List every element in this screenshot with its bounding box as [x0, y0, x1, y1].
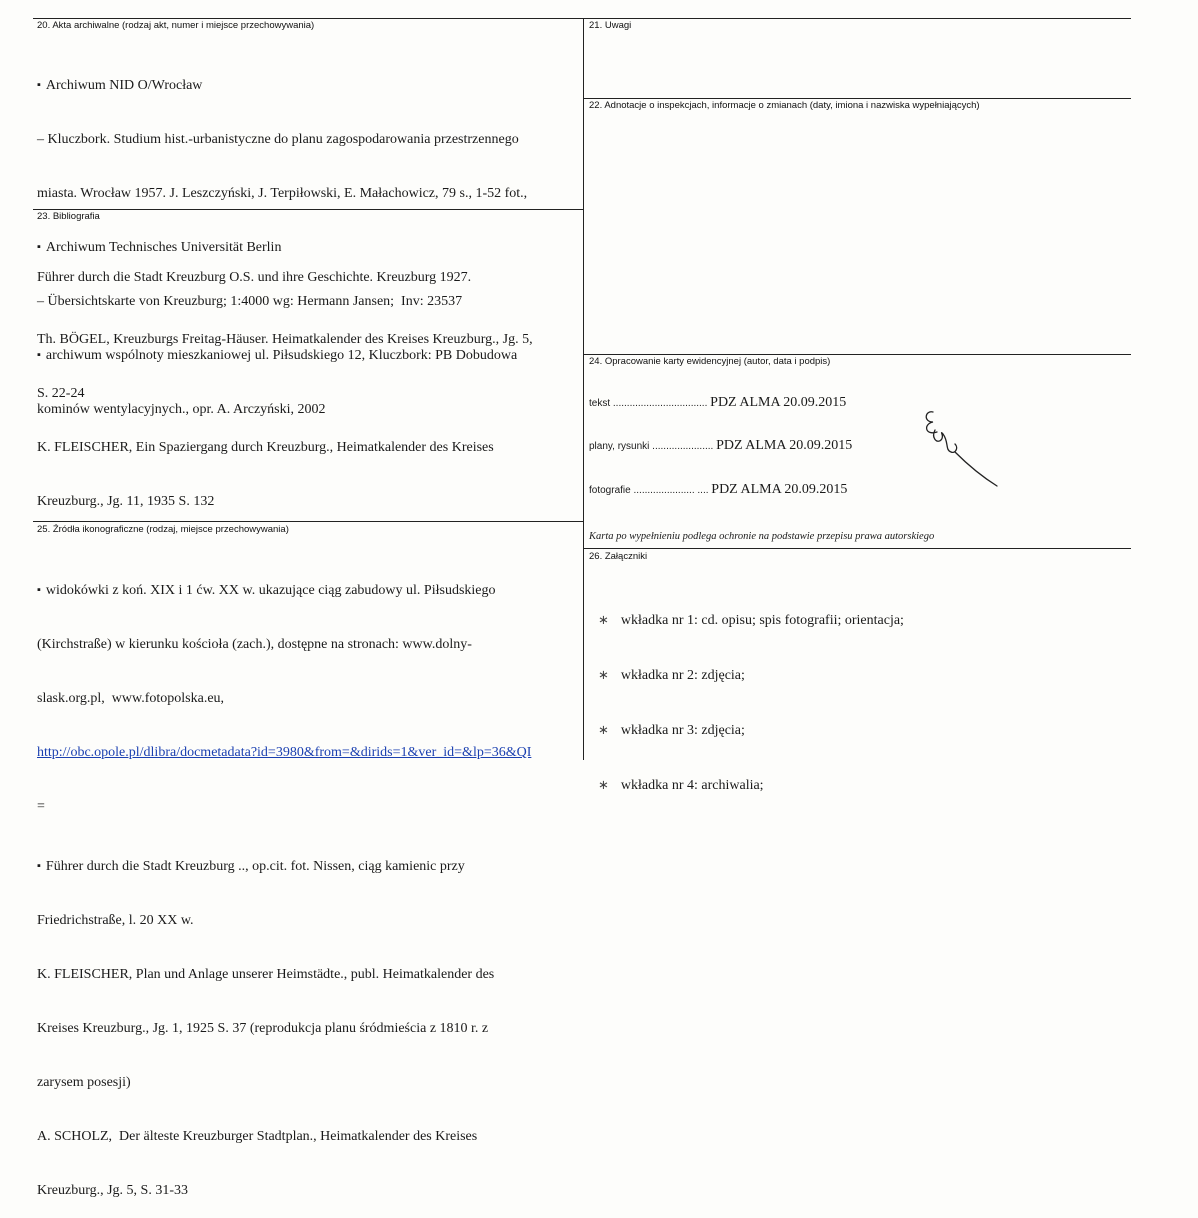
section-23-body: [37, 233, 533, 529]
center-divider: [583, 18, 584, 760]
attachments-list: [598, 575, 904, 813]
iconography-line: K. FLEISCHER, Plan und Anlage unserer Heimstädte., publ. Heimatkalender des: [37, 967, 495, 982]
bibliography-entry: K. FLEISCHER, Ein Spaziergang durch Kreuzburg., Heimatkalender des Kreises: [37, 440, 494, 455]
iconography-line: Friedrichstraße, l. 20 XX w.: [37, 913, 194, 928]
iconography-line: ▪ Führer durch die Stadt Kreuzburg .., op.cit. fot. Nissen, ciąg kamienic przy: [37, 858, 531, 876]
section-21-header: 21. Uwagi: [589, 20, 632, 31]
signoff-value: PDZ ALMA 20.09.2015: [716, 438, 853, 453]
signoff-row-text: [589, 395, 846, 411]
signoff-label: tekst: [589, 398, 611, 409]
section-25-header: 25. Źródła ikonograficzne (rodzaj, miejsce przechowywania): [37, 524, 289, 535]
iconography-line: Kreuzburg., Jg. 5, S. 31-33: [37, 1183, 189, 1198]
signoff-value: PDZ ALMA 20.09.2015: [711, 482, 848, 497]
signoff-label: fotografie: [589, 485, 631, 496]
bibliography-entry: Kreuzburg., Jg. 11, 1935 S. 132: [37, 494, 215, 509]
right-divider-24: [584, 354, 1131, 355]
bibliography-entry: Führer durch die Stadt Kreuzburg O.S. und ihre Geschichte. Kreuzburg 1927.: [37, 270, 472, 285]
archive-line: miasta. Wrocław 1957. J. Leszczyński, J. Terpiłowski, E. Małachowicz, 79 s., 1-52 fot.,: [37, 186, 528, 201]
signoff-value: PDZ ALMA 20.09.2015: [710, 395, 847, 410]
top-border: [33, 18, 1131, 19]
attachment-item: ∗ wkładka nr 4: archiwalia;: [598, 776, 904, 795]
signoff-dots: ...................... ....: [630, 485, 712, 496]
attachment-item: ∗ wkładka nr 3: zdjęcia;: [598, 721, 904, 740]
archive-line: kominów wentylacyjnych., opr. A. Arczyński, 2002: [37, 402, 326, 417]
handwritten-signature: [915, 400, 1005, 495]
section-26-header: 26. Załączniki: [589, 551, 648, 562]
attachment-item: ∗ wkładka nr 1: cd. opisu; spis fotografii; orientacja;: [598, 611, 904, 630]
iconography-line: zarysem posesji): [37, 1075, 131, 1090]
archive-line: – Kluczbork. Studium hist.-urbanistyczne do planu zagospodarowania przestrzennego: [37, 132, 519, 147]
iconography-line: (Kirchstraße) w kierunku kościoła (zach.), dostępne na stronach: www.dolny-: [37, 637, 472, 652]
archive-line: ▪ Archiwum NID O/Wrocław: [37, 77, 527, 95]
iconography-link[interactable]: http://obc.opole.pl/dlibra/docmetadata?id=3980&from=&dirids=1&ver_id=&lp=36&QI: [37, 745, 532, 760]
signoff-label: plany, rysunki: [589, 441, 650, 452]
signoff-row-plans: [589, 438, 852, 454]
copyright-note: Karta po wypełnieniu podlega ochronie na podstawie przepisu prawa autorskiego: [589, 531, 935, 542]
section-25-body: [37, 546, 531, 1218]
iconography-line: =: [37, 799, 45, 814]
attachment-item: ∗ wkładka nr 2: zdjęcia;: [598, 666, 904, 685]
iconography-line: Kreises Kreuzburg., Jg. 1, 1925 S. 37 (reprodukcja planu śródmieścia z 1810 r. z: [37, 1021, 489, 1036]
signoff-dots: ..................................: [610, 398, 711, 409]
section-22-header: 22. Adnotacje o inspekcjach, informacje o zmianach (daty, imiona i nazwiska wypełniających): [589, 100, 980, 111]
bibliography-entry: S. 22-24: [37, 386, 85, 401]
bibliography-entry: Th. BÖGEL, Kreuzburgs Freitag-Häuser. Heimatkalender des Kreises Kreuzburg., Jg. 5,: [37, 332, 533, 347]
archive-line: ▪ archiwum wspólnoty mieszkaniowej ul. Piłsudskiego 12, Kluczbork: PB Dobudowa: [37, 347, 527, 365]
signoff-row-photos: [589, 482, 847, 498]
section-23-header: 23. Bibliografia: [37, 211, 100, 222]
archive-line: – Übersichtskarte von Kreuzburg; 1:4000 wg: Hermann Jansen; Inv: 23537: [37, 294, 463, 309]
right-divider-22: [584, 98, 1131, 99]
right-divider-26: [584, 548, 1131, 549]
iconography-line: ▪ widokówki z koń. XIX i 1 ćw. XX w. ukazujące ciąg zabudowy ul. Piłsudskiego: [37, 582, 531, 600]
section-24-header: 24. Opracowanie karty ewidencyjnej (autor, data i podpis): [589, 356, 831, 367]
archive-line: ▪ Archiwum Technisches Universität Berlin: [37, 239, 527, 257]
signoff-dots: ......................: [649, 441, 717, 452]
section-20-header: 20. Akta archiwalne (rodzaj akt, numer i miejsce przechowywania): [37, 20, 315, 31]
iconography-line: A. SCHOLZ, Der älteste Kreuzburger Stadtplan., Heimatkalender des Kreises: [37, 1129, 478, 1144]
iconography-line: slask.org.pl, www.fotopolska.eu,: [37, 691, 225, 706]
